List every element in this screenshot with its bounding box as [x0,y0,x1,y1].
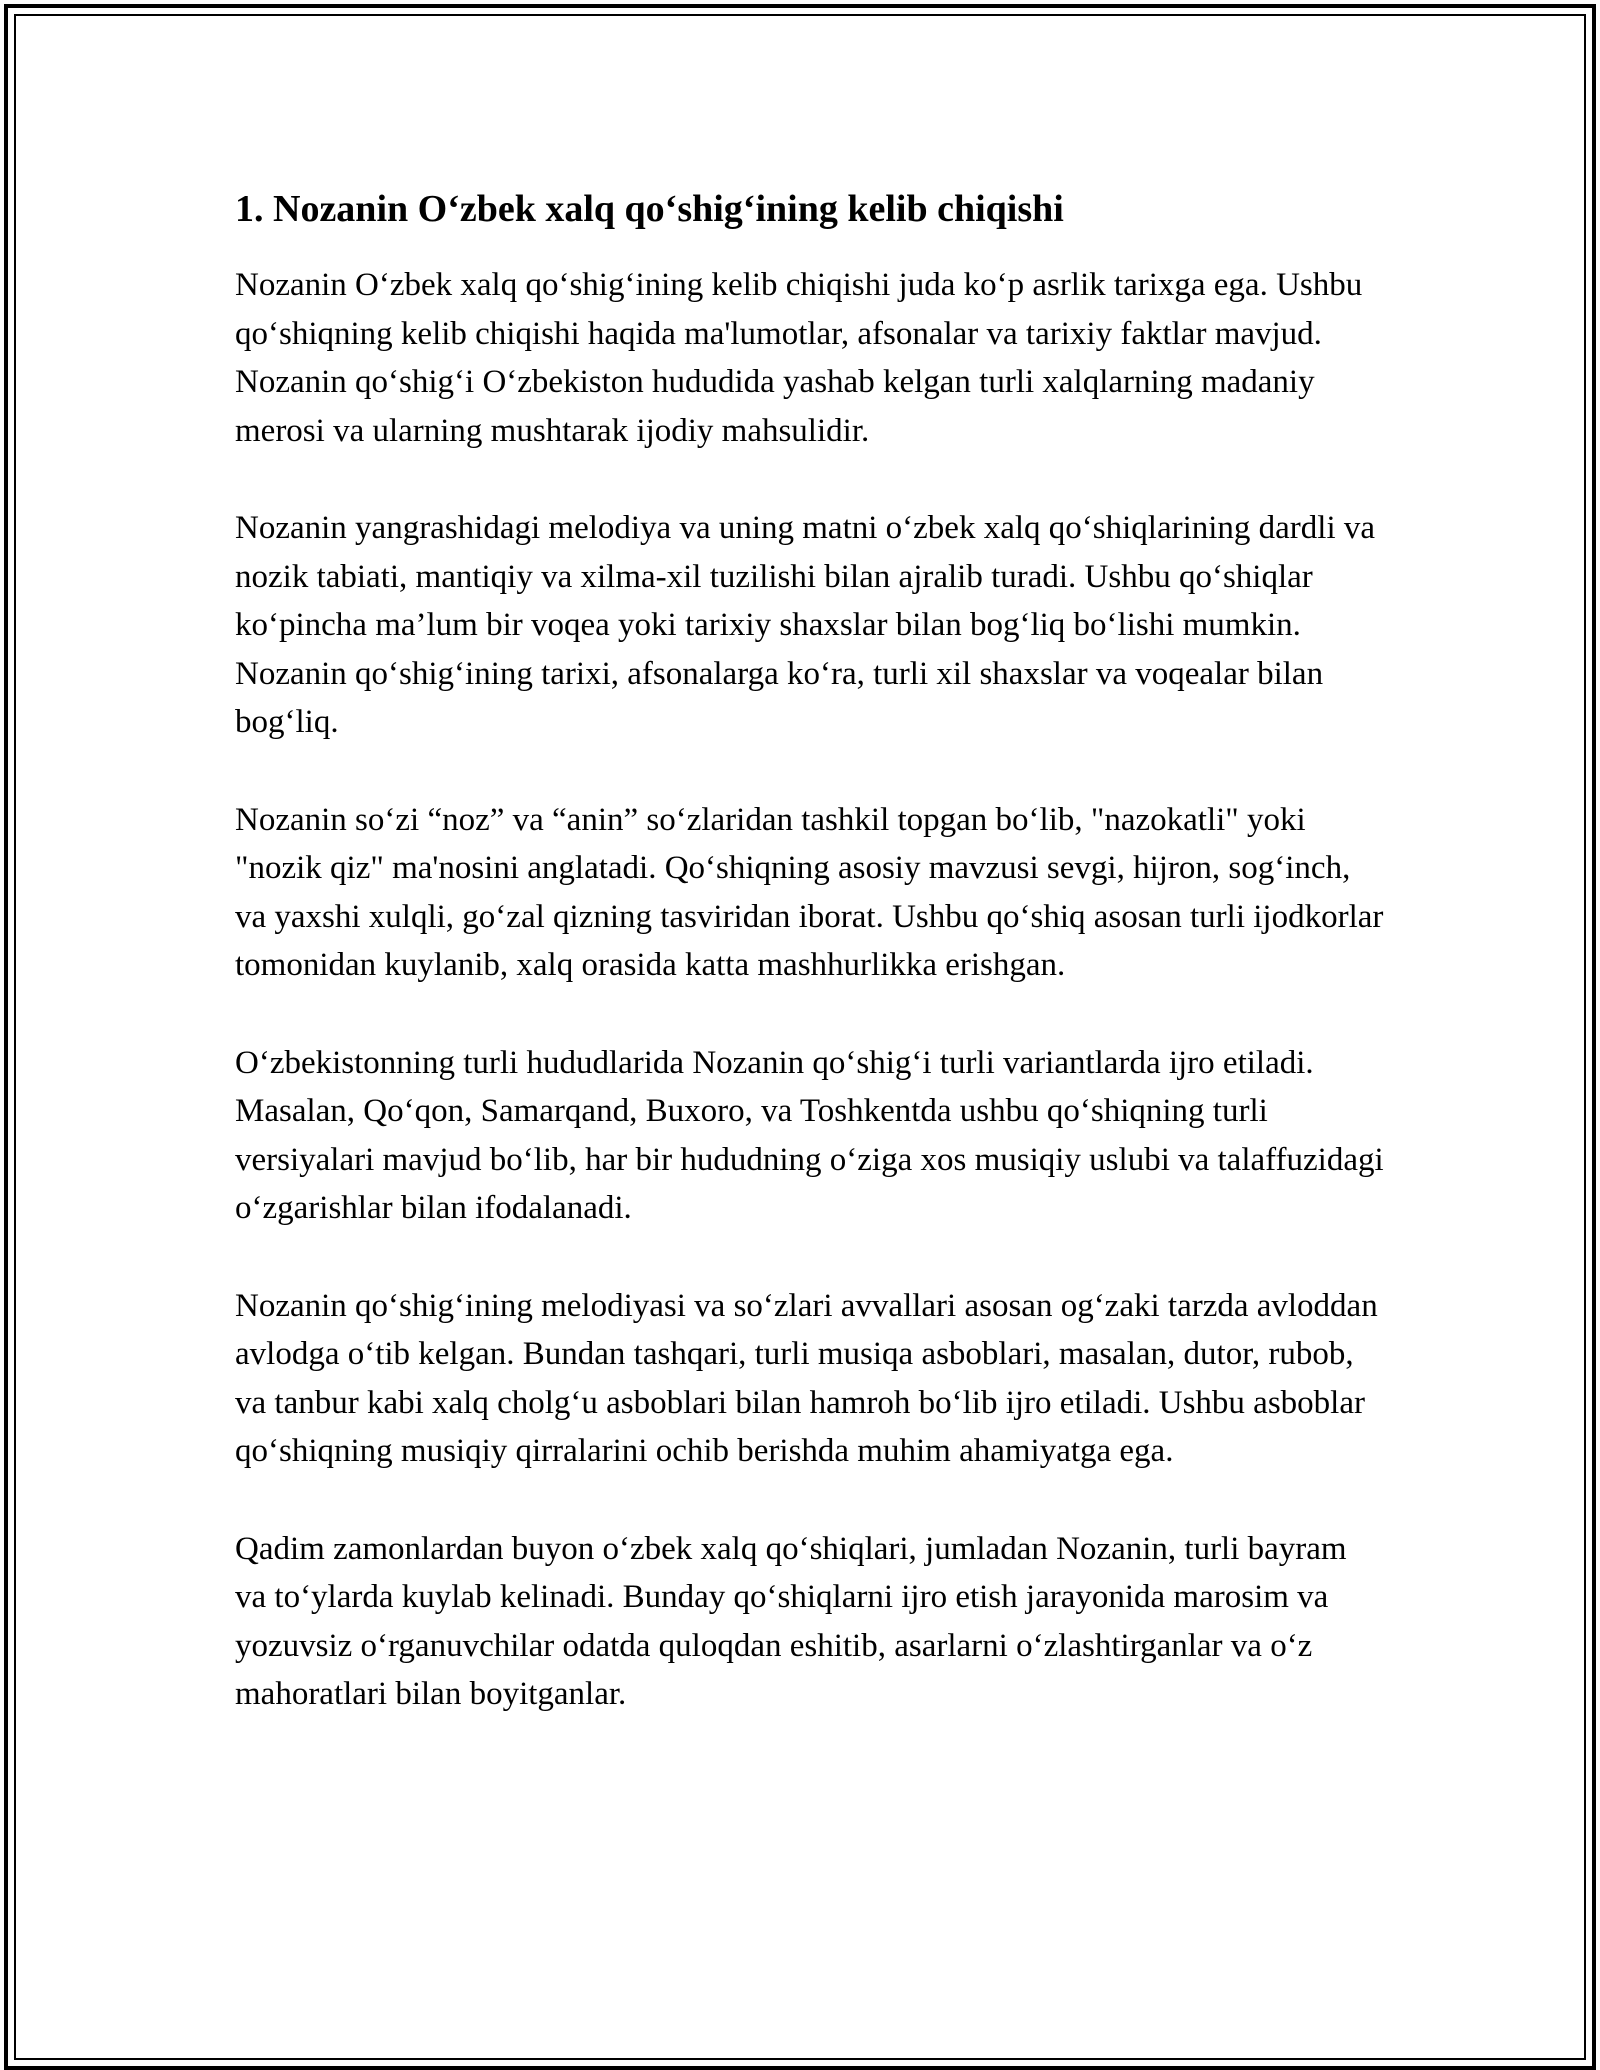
paragraph-6: Qadim zamonlardan buyon o‘zbek xalq qo‘shiqlari, jumladan Nozanin, turli bayram va to‘ylarda kuylab kelinadi. Bunday qo‘shiqlarni ijro etish jarayonida marosim va yozuvsiz o‘rganuvchilar odatda quloqdan eshitib, asarlarni o‘zlashtirganlar va o‘z mahoratlari bilan boyitganlar. [235,1530,1347,1712]
document-body [235,183,1385,1719]
paragraph-5: Nozanin qo‘shig‘ining melodiyasi va so‘zlari avvallari asosan og‘zaki tarzda avloddan avlodga o‘tib kelgan. Bundan tashqari, turli musiqa asboblari, masalan, dutor, rubob, va tanbur kabi xalq cholg‘u asboblari bilan hamroh bo‘lib ijro etiladi. Ushbu asboblar qo‘shiqning musiqiy qirralarini ochib berishda muhim ahamiyatga ega. [235,1287,1378,1469]
section-heading: 1. Nozanin O‘zbek xalq qo‘shig‘ining kelib chiqishi [235,188,1064,230]
paragraph-3: Nozanin so‘zi “noz” va “anin” so‘zlaridan tashkil topgan bo‘lib, "nazokatli" yoki "nozik qiz" ma'nosini anglatadi. Qo‘shiqning asosiy mavzusi sevgi, hijron, sog‘inch, va yaxshi xulqli, go‘zal qizning tasviridan iborat. Ushbu qo‘shiq asosan turli ijodkorlar tomonidan kuylanib, xalq orasida katta mashhurlikka erishgan. [235,801,1384,983]
paragraph-2: Nozanin yangrashidagi melodiya va uning matni o‘zbek xalq qo‘shiqlarining dardli va nozik tabiati, mantiqiy va xilma-xil tuzilishi bilan ajralib turadi. Ushbu qo‘shiqlar ko‘pincha ma’lum bir voqea yoki tarixiy shaxslar bilan bog‘liq bo‘lishi mumkin. Nozanin qo‘shig‘ining tarixi, afsonalarga ko‘ra, turli xil shaxslar va voqealar bilan bog‘liq. [235,510,1376,740]
paragraph-1: Nozanin O‘zbek xalq qo‘shig‘ining kelib chiqishi juda ko‘p asrlik tarixga ega. Ushbu qo‘shiqning kelib chiqishi haqida ma'lumotlar, afsonalar va tarixiy faktlar mavjud. Nozanin qo‘shig‘i O‘zbekiston hududida yashab kelgan turli xalqlarning madaniy merosi va ularning mushtarak ijodiy mahsulidir. [235,267,1363,449]
paragraph-4: O‘zbekistonning turli hududlarida Nozanin qo‘shig‘i turli variantlarda ijro etiladi. Masalan, Qo‘qon, Samarqand, Buxoro, va Toshkentda ushbu qo‘shiqning turli versiyalari mavjud bo‘lib, har bir hududning o‘ziga xos musiqiy uslubi va talaffuzidagi o‘zgarishlar bilan ifodalanadi. [235,1044,1384,1226]
